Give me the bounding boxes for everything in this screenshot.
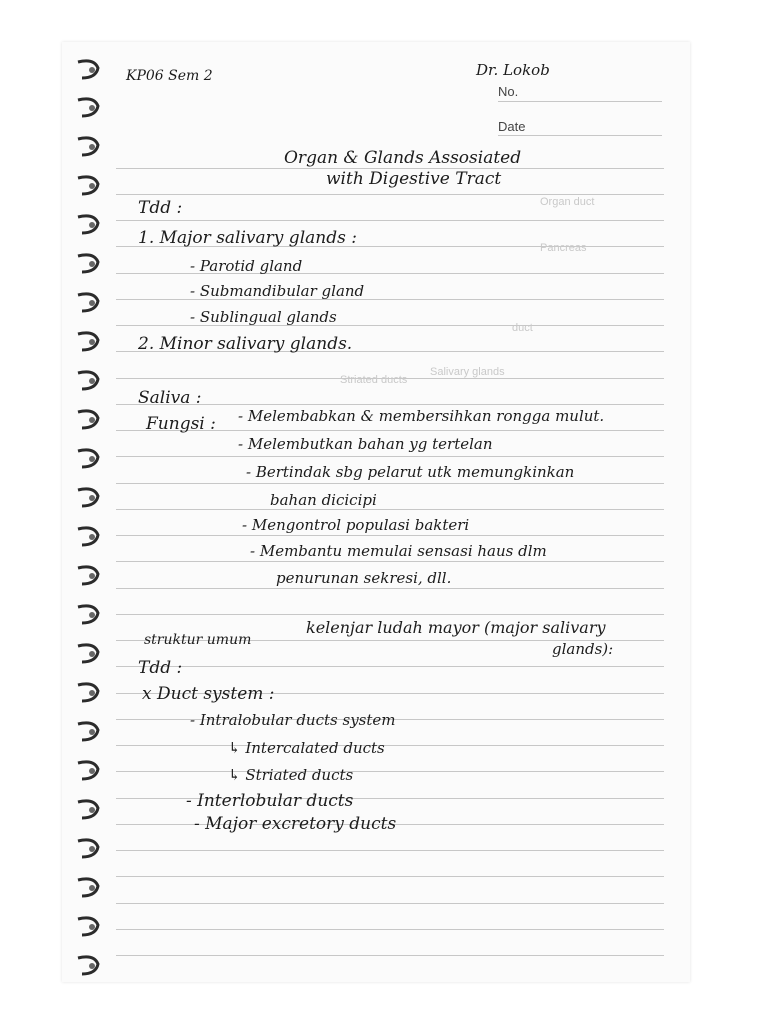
note-line: - Melembutkan bahan yg tertelan (238, 435, 493, 453)
note-line: Tdd : (138, 198, 183, 218)
ruled-line (116, 509, 664, 510)
spiral-ring (74, 798, 102, 822)
spiral-ring (74, 954, 102, 978)
spiral-ring (74, 876, 102, 900)
note-line: kelenjar ludah mayor (major salivary (306, 618, 606, 637)
bleed-through-text: Salivary glands (430, 366, 505, 378)
ruled-line (116, 929, 664, 930)
ruled-line (116, 561, 664, 562)
spiral-ring (74, 720, 102, 744)
spiral-ring (74, 252, 102, 276)
spiral-ring (74, 135, 102, 159)
ruled-line (116, 614, 664, 615)
spiral-ring (74, 58, 102, 82)
ruled-line (116, 456, 664, 457)
spiral-ring (74, 291, 102, 315)
note-line: - Major excretory ducts (194, 814, 397, 834)
ruled-line (116, 903, 664, 904)
ruled-line (116, 745, 664, 746)
ruled-line (116, 876, 664, 877)
note-line: x Duct system : (142, 684, 275, 704)
ruled-line (116, 666, 664, 667)
spiral-ring (74, 837, 102, 861)
spiral-ring (74, 96, 102, 120)
spiral-ring (74, 603, 102, 627)
spiral-ring (74, 447, 102, 471)
lecturer-name: Dr. Lokob (476, 61, 550, 79)
course-label: KP06 Sem 2 (126, 68, 213, 84)
note-line: - Melembabkan & membersihkan rongga mulut. (238, 407, 605, 425)
note-line: glands): (552, 640, 614, 658)
note-line: Fungsi : (146, 414, 216, 434)
note-line: - Bertindak sbg pelarut utk memungkinkan (246, 463, 575, 481)
ruled-line (116, 535, 664, 536)
ruled-line (116, 588, 664, 589)
page-title-line2: with Digestive Tract (326, 169, 502, 189)
note-line: - Sublingual glands (190, 308, 337, 326)
note-line: - Interlobular ducts (186, 791, 354, 811)
ruled-line (116, 771, 664, 772)
date-label: Date (498, 119, 526, 134)
note-line: 2. Minor salivary glands. (138, 334, 353, 354)
note-line: 1. Major salivary glands : (138, 228, 357, 248)
note-line: penurunan sekresi, dll. (276, 569, 452, 587)
spiral-ring (74, 759, 102, 783)
bleed-through-text: Organ duct (540, 196, 595, 208)
spiral-ring (74, 564, 102, 588)
no-label: No. (498, 84, 519, 99)
note-line: bahan dicicipi (270, 491, 377, 509)
spiral-ring (74, 174, 102, 198)
note-line: ↳ Striated ducts (228, 766, 354, 784)
bleed-through-text: Striated ducts (340, 374, 408, 386)
ruled-line (498, 135, 662, 136)
spiral-ring (74, 330, 102, 354)
spiral-ring (74, 213, 102, 237)
note-line: - Membantu memulai sensasi haus dlm (250, 542, 547, 560)
note-line: - Parotid gland (190, 257, 303, 275)
note-line: - Mengontrol populasi bakteri (242, 516, 470, 534)
note-line: ↳ Intercalated ducts (228, 739, 385, 757)
ruled-line (116, 955, 664, 956)
spiral-ring (74, 642, 102, 666)
spiral-ring (74, 525, 102, 549)
spiral-ring (74, 486, 102, 510)
note-line: struktur umum (144, 632, 252, 648)
spiral-ring (74, 369, 102, 393)
spiral-ring (74, 681, 102, 705)
note-line: Saliva : (138, 388, 202, 408)
ruled-line (116, 483, 664, 484)
ruled-line (116, 194, 664, 195)
page-title-line1: Organ & Glands Assosiated (284, 148, 522, 168)
ruled-line (498, 101, 662, 102)
note-line: - Submandibular gland (190, 282, 365, 300)
ruled-line (116, 850, 664, 851)
note-line: Tdd : (138, 658, 183, 678)
spiral-ring (74, 408, 102, 432)
bleed-through-text: Pancreas (540, 242, 587, 254)
spiral-ring (74, 915, 102, 939)
spiral-binding (74, 58, 108, 978)
note-line: - Intralobular ducts system (190, 711, 396, 729)
bleed-through-text: duct (512, 322, 533, 334)
ruled-line (116, 220, 664, 221)
